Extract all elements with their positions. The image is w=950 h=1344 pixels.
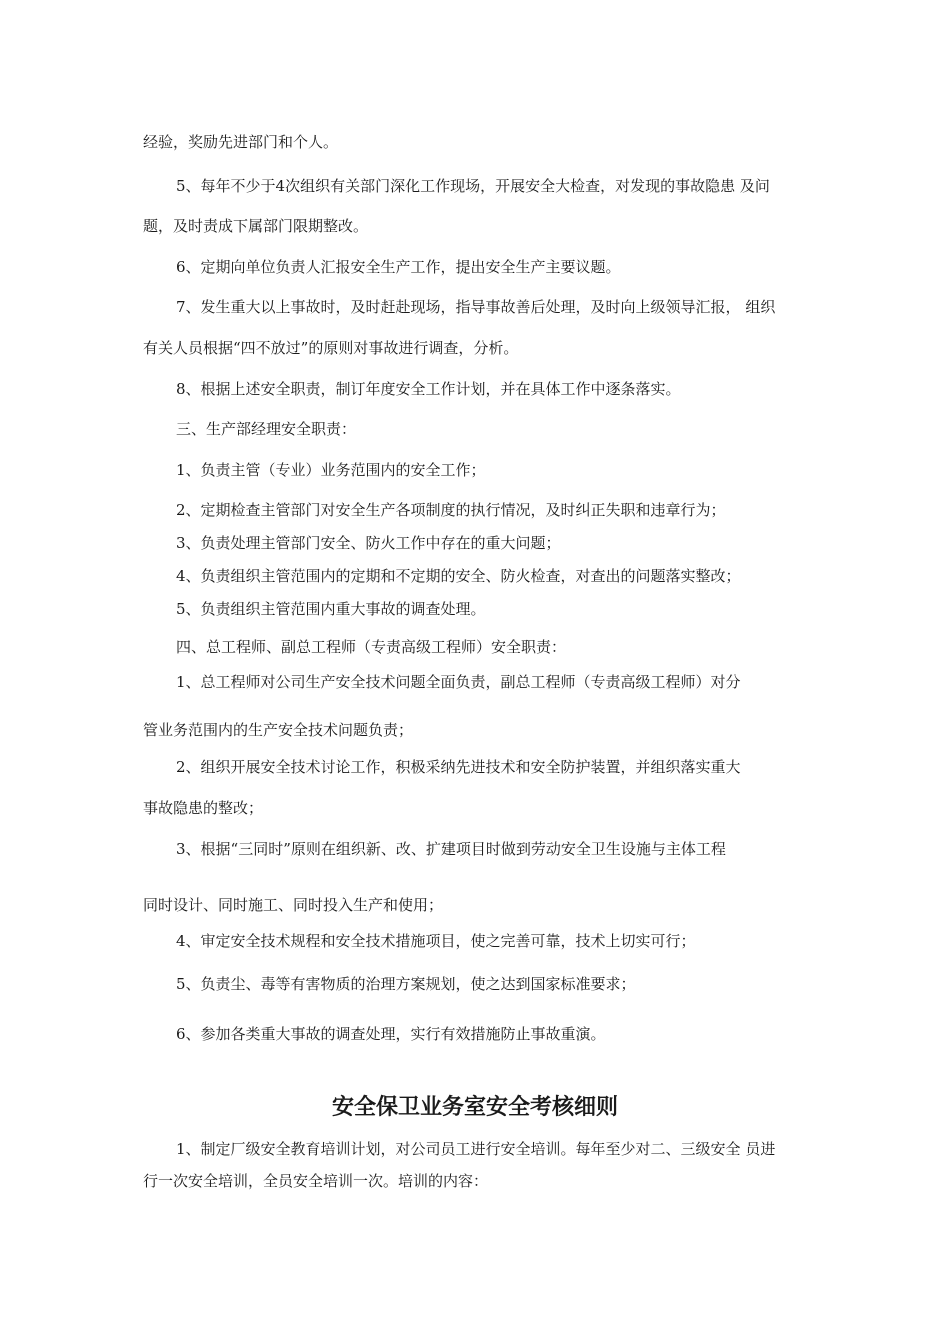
text-line: 5、负责尘、毒等有害物质的治理方案规划，使之达到国家标准要求； bbox=[176, 975, 636, 993]
text-line: 5、每年不少于4次组织有关部门深化工作现场，开展安全大检查，对发现的事故隐患 及问 bbox=[176, 177, 770, 195]
text-line: 管业务范围内的生产安全技术问题负责； bbox=[143, 721, 414, 739]
text-line: 3、根据“三同时”原则在组织新、改、扩建项目时做到劳动安全卫生设施与主体工程 bbox=[176, 840, 726, 858]
text-line: 经验，奖励先进部门和个人。 bbox=[143, 133, 339, 151]
section-heading: 三、生产部经理安全职责： bbox=[176, 420, 357, 438]
text-line: 2、定期检查主管部门对安全生产各项制度的执行情况，及时纠正失职和违章行为； bbox=[176, 501, 726, 519]
text-line: 1、制定厂级安全教育培训计划，对公司员工进行安全培训。每年至少对二、三级安全 员进 bbox=[176, 1140, 776, 1158]
text-line: 5、负责组织主管范围内重大事故的调查处理。 bbox=[176, 600, 486, 618]
text-line: 4、负责组织主管范围内的定期和不定期的安全、防火检查，对查出的问题落实整改； bbox=[176, 567, 741, 585]
text-line: 7、发生重大以上事故时，及时赶赴现场，指导事故善后处理，及时向上级领导汇报， 组织 bbox=[176, 298, 776, 316]
text-line: 3、负责处理主管部门安全、防火工作中存在的重大问题； bbox=[176, 534, 561, 552]
text-line: 4、审定安全技术规程和安全技术措施项目，使之完善可靠，技术上切实可行； bbox=[176, 932, 696, 950]
text-line: 6、定期向单位负责人汇报安全生产工作，提出安全生产主要议题。 bbox=[176, 258, 621, 276]
text-line: 1、负责主管（专业）业务范围内的安全工作； bbox=[176, 461, 486, 479]
text-line: 有关人员根据“四不放过”的原则对事故进行调查，分析。 bbox=[143, 339, 519, 357]
text-line: 2、组织开展安全技术讨论工作，积极采纳先进技术和安全防护装置，并组织落实重大 bbox=[176, 758, 741, 776]
text-line: 1、总工程师对公司生产安全技术问题全面负责，副总工程师（专责高级工程师）对分 bbox=[176, 673, 741, 691]
section-heading: 四、总工程师、副总工程师（专责高级工程师）安全职责： bbox=[176, 638, 567, 656]
section-title: 安全保卫业务室安全考核细则 bbox=[331, 1094, 618, 1120]
text-line: 题，及时责成下属部门限期整改。 bbox=[143, 217, 369, 235]
text-line: 行一次安全培训，全员安全培训一次。培训的内容： bbox=[143, 1172, 489, 1190]
text-line: 6、参加各类重大事故的调查处理，实行有效措施防止事故重演。 bbox=[176, 1025, 606, 1043]
text-line: 同时设计、同时施工、同时投入生产和使用； bbox=[143, 896, 444, 914]
text-line: 8、根据上述安全职责，制订年度安全工作计划，并在具体工作中逐条落实。 bbox=[176, 380, 681, 398]
text-line: 事故隐患的整改； bbox=[143, 799, 264, 817]
